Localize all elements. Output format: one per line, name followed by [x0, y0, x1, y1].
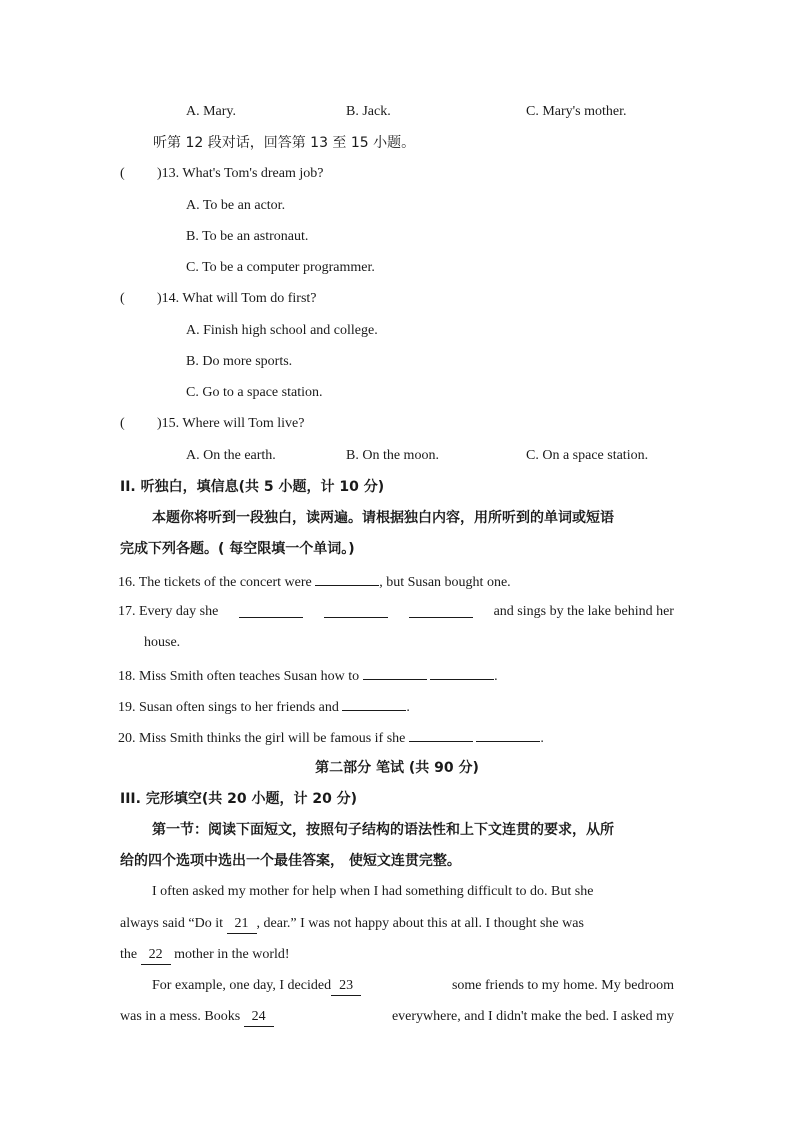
q17-text-post: and sings by the lake behind her [493, 604, 674, 619]
q14-paren-close: ) [157, 291, 162, 306]
q13-stem-text: 13. What's Tom's dream job? [161, 166, 324, 181]
q15-paren-close: ) [157, 416, 162, 431]
q19-text-pre: 19. Susan often sings to her friends and [118, 700, 339, 715]
q17-line1 [118, 603, 674, 621]
q17-text-pre: 17. Every day she [118, 604, 219, 619]
q12-option-c: C. Mary's mother. [526, 104, 627, 119]
q20-blank-2[interactable] [476, 727, 540, 742]
q18-text-pre: 18. Miss Smith often teaches Susan how to [118, 669, 360, 684]
section3-instruction-line1: 第一节：阅读下面短文，按照句子结构的语法性和上下文连贯的要求，从所 [152, 822, 614, 838]
q15-option-c[interactable]: C. On a space station. [526, 448, 649, 463]
q20-text-pre: 20. Miss Smith thinks the girl will be famous if she [118, 731, 406, 746]
section2-instruction-line1: 本题你将听到一段独白，读两遍。请根据独白内容，用所听到的单词或短语 [152, 510, 614, 526]
part2-title: 第二部分 笔试 (共 90 分) [315, 760, 479, 776]
section2-heading: II. 听独白，填信息(共 5 小题，计 10 分) [120, 479, 385, 495]
blank-21[interactable]: 21 [227, 915, 257, 934]
passage-p1-line1: I often asked my mother for help when I had something difficult to do. But she [152, 884, 594, 899]
dialog12-instruction: 听第 12 段对话，回答第 13 至 15 小题。 [153, 135, 416, 151]
q16-text-post: , but Susan bought one. [379, 575, 511, 590]
passage-p2-line2 [120, 1008, 674, 1027]
q15-paren-open: ( [120, 416, 125, 431]
q14-stem[interactable] [157, 290, 317, 308]
passage-p1-line2 [120, 915, 674, 934]
q12-option-a: A. Mary. [186, 104, 237, 119]
q15-option-a[interactable]: A. On the earth. [186, 448, 276, 463]
passage-text: some friends to my home. My bedroom [451, 978, 674, 993]
passage-text: the [120, 947, 138, 962]
blank-24[interactable]: 24 [244, 1008, 274, 1027]
section3-heading: III. 完形填空(共 20 小题，计 20 分) [120, 791, 358, 807]
q17-line2: house. [144, 635, 181, 650]
q17-blank-2[interactable] [324, 603, 388, 618]
q13-option-c[interactable]: C. To be a computer programmer. [186, 260, 375, 275]
passage-p1-line3 [120, 946, 290, 965]
q19 [118, 696, 410, 717]
section3-instruction-line2: 给的四个选项中选出一个最佳答案， 使短文连贯完整。 [120, 853, 461, 869]
q16-text-pre: 16. The tickets of the concert were [118, 575, 312, 590]
blank-22[interactable]: 22 [141, 946, 171, 965]
q15-option-b[interactable]: B. On the moon. [346, 448, 439, 463]
passage-text: For example, one day, I decided [152, 978, 332, 993]
q14-paren-open: ( [120, 291, 125, 306]
blank-23[interactable]: 23 [331, 977, 361, 996]
q13-paren-close: ) [157, 166, 162, 181]
q16 [118, 571, 511, 592]
q14-option-c[interactable]: C. Go to a space station. [186, 385, 323, 400]
q20-text-post: . [540, 731, 544, 746]
q12-option-b: B. Jack. [346, 104, 391, 119]
q18-text-post: . [494, 669, 498, 684]
q16-blank[interactable] [315, 571, 379, 586]
passage-text: was in a mess. Books [120, 1009, 241, 1024]
q20 [118, 727, 544, 748]
q13-option-a[interactable]: A. To be an actor. [186, 198, 286, 213]
q13-paren-open: ( [120, 166, 125, 181]
q15-stem-text: 15. Where will Tom live? [161, 416, 305, 431]
q18-blank-2[interactable] [430, 665, 494, 680]
q19-blank[interactable] [342, 696, 406, 711]
passage-p2-line1 [152, 977, 674, 996]
q20-blank-1[interactable] [409, 727, 473, 742]
q19-text-post: . [406, 700, 410, 715]
q14-option-a[interactable]: A. Finish high school and college. [186, 323, 378, 338]
q18-blank-1[interactable] [363, 665, 427, 680]
q18 [118, 665, 498, 686]
q17-blank-3[interactable] [409, 603, 473, 618]
q15-stem[interactable] [157, 415, 304, 433]
q14-stem-text: 14. What will Tom do first? [161, 291, 317, 306]
q13-option-b[interactable]: B. To be an astronaut. [186, 229, 309, 244]
passage-text: always said “Do it [120, 916, 224, 931]
passage-text: mother in the world! [174, 947, 290, 962]
passage-text: everywhere, and I didn't make the bed. I asked my [391, 1009, 674, 1024]
q13-stem[interactable] [157, 165, 323, 183]
passage-text: , dear.” I was not happy about this at all. I thought she was [256, 916, 584, 931]
q14-option-b[interactable]: B. Do more sports. [186, 354, 293, 369]
q17-blank-1[interactable] [239, 603, 303, 618]
section2-instruction-line2: 完成下列各题。( 每空限填一个单词。) [120, 541, 355, 557]
